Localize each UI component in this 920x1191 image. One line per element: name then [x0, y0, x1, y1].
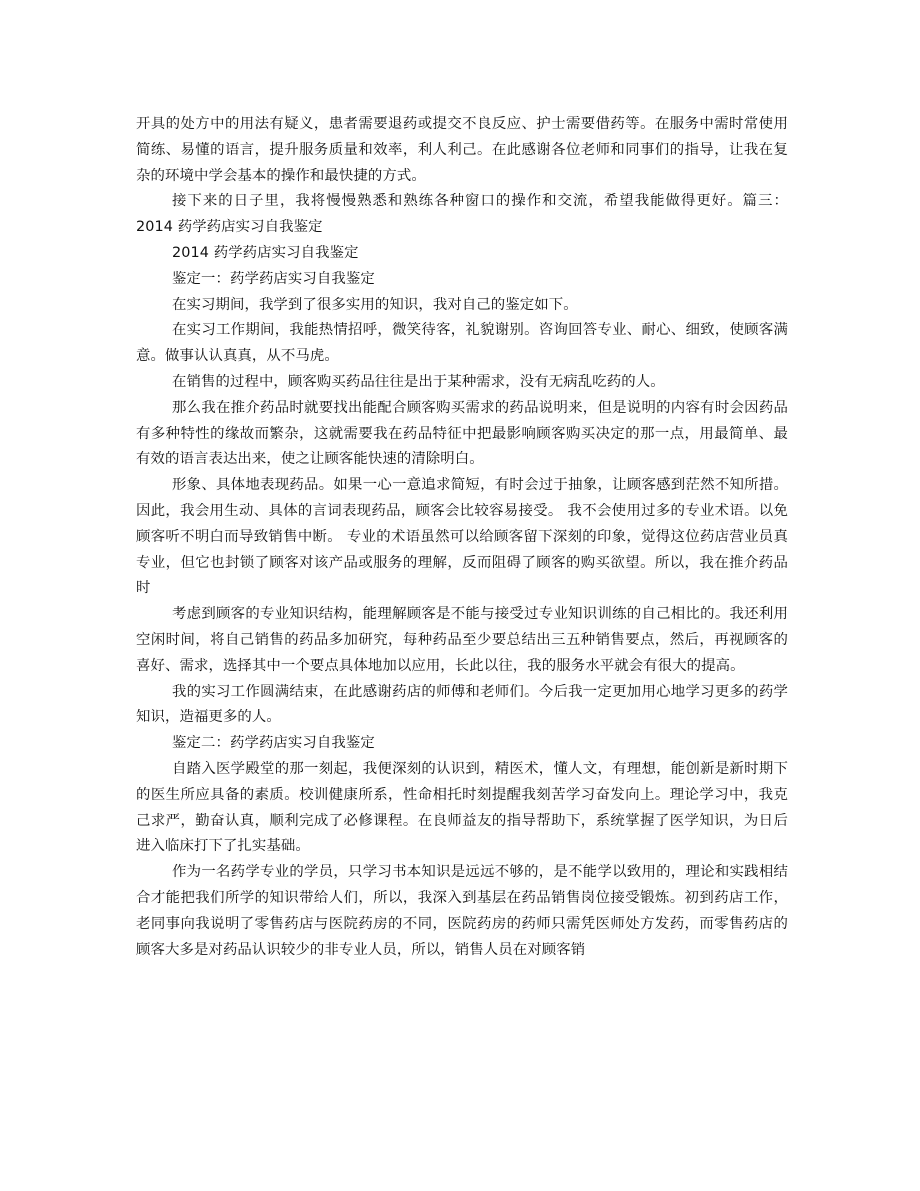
document-body: [136, 112, 788, 963]
paragraph-11: 我的实习工作圆满结束，在此感谢药店的师傅和老师们。今后我一定更加用心地学习更多的药学知识，造福更多的人。: [136, 683, 788, 726]
paragraph-6: 在实习工作期间，我能热情招呼，微笑待客，礼貌谢别。咨询回答专业、耐心、细致，使顾客满意。做事认认真真，从不马虎。: [136, 322, 788, 365]
paragraph-4: 鉴定一：药学药店实习自我鉴定: [172, 270, 375, 287]
paragraph-14: 作为一名药学专业的学员，只学习书本知识是远远不够的，是不能学以致用的，理论和实践相结合才能把我们所学的知识带给人们，所以，我深入到基层在药品销售岗位接受锻炼。初到药店工作，老同事向我说明了零售药店与医院药房的不同，医院药房的药师只需凭医师处方发药，而零售药店的顾客大多是对药品认识较少的非专业人员，所以，销售人员在对顾客销: [136, 864, 788, 958]
paragraph-2: 接下来的日子里，我将慢慢熟悉和熟练各种窗口的操作和交流，希望我能做得更好。篇三：2014 药学药店实习自我鉴定: [136, 193, 788, 236]
paragraph-13: 自踏入医学殿堂的那一刻起，我便深刻的认识到，精医术，懂人文，有理想，能创新是新时期下的医生所应具备的素质。校训健康所系，性命相托时刻提醒我刻苦学习奋发向上。理论学习中，我克己求严，勤奋认真，顺利完成了必修课程。在良师益友的指导帮助下，系统掌握了医学知识，为日后进入临床打下了扎实基础。: [136, 760, 788, 855]
paragraph-1: 开具的处方中的用法有疑义，患者需要退药或提交不良反应、护士需要借药等。在服务中需时常使用简练、易懂的语言，提升服务质量和效率，利人利己。在此感谢各位老师和同事们的指导，让我在复杂的环境中学会基本的操作和最快捷的方式。: [136, 116, 788, 184]
paragraph-12: 鉴定二：药学药店实习自我鉴定: [172, 735, 375, 752]
paragraph-10: 考虑到顾客的专业知识结构，能理解顾客是不能与接受过专业知识训练的自己相比的。我还利用空闲时间，将自己销售的药品多加研究，每种药品至少要总结出三五种销售要点，然后，再视顾客的喜好、需求，选择其中一个要点具体地加以应用，长此以往，我的服务水平就会有很大的提高。: [136, 606, 788, 674]
paragraph-8: 那么我在推介药品时就要找出能配合顾客购买需求的药品说明来，但是说明的内容有时会因药品有多种特性的缘故而繁杂，这就需要我在药品特征中把最影响顾客购买决定的那一点，用最简单、最有效的语言表达出来，使之让顾客能快速的清除明白。: [136, 399, 788, 468]
paragraph-5: 在实习期间，我学到了很多实用的知识，我对自己的鉴定如下。: [172, 296, 578, 313]
paragraph-7: 在销售的过程中，顾客购买药品往往是出于某种需求，没有无病乱吃药的人。: [172, 373, 665, 390]
paragraph-3: 2014 药学药店实习自我鉴定: [172, 244, 359, 261]
paragraph-9: 形象、具体地表现药品。如果一心一意追求简短，有时会过于抽象，让顾客感到茫然不知所措。因此，我会用生动、具体的言词表现药品，顾客会比较容易接受。 我不会使用过多的专业术语。以免顾客听不明白而导致销售中断。 专业的术语虽然可以给顾客留下深刻的印象，觉得这位药店营业员真专业，但它也封锁了顾客对该产品或服务的理解，反而阻碍了顾客的购买欲望。所以，我在推介药品时: [136, 477, 788, 597]
